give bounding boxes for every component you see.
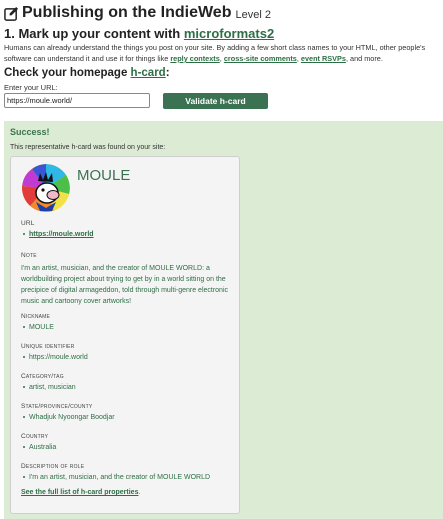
check-heading-colon: : [165, 67, 170, 79]
nickname-field-value-text: MOULE [29, 324, 54, 331]
avatar [22, 164, 70, 212]
h-card-link[interactable]: h-card [130, 67, 166, 79]
event-rsvps-link[interactable]: event RSVPs [300, 54, 346, 63]
note-field-value: I'm an artist, musician, and the creator of MOULE WORLD: a worldbuilding project about trying to get by in a world sitting on the precipice of digital armageddon, told through multi-genre electronic music and cartoony cover artworks! [21, 265, 229, 305]
hcard-name: MOULE [77, 167, 131, 184]
uid-field-value-text: https://moule.world [29, 354, 88, 361]
check-heading [4, 67, 170, 79]
region-field-value [21, 414, 233, 421]
url-field-value[interactable] [21, 231, 233, 238]
cross-site-comments-link[interactable]: cross-site comments [223, 54, 297, 63]
edit-square-icon [4, 6, 19, 21]
see-all-properties [21, 489, 140, 496]
role-field-value-text: I'm an artist, musician, and the creator of MOULE WORLD [29, 474, 211, 481]
nickname-field-value [21, 324, 233, 331]
country-field-label: Country [21, 433, 49, 440]
level-label: Level 2 [235, 8, 271, 21]
region-field-label: State/province/county [21, 403, 93, 410]
region-field-value-text: Whadjuk Nyoongar Boodjar [29, 414, 115, 421]
success-description: This representative h-card was found on your site: [10, 144, 166, 151]
validate-hcard-button[interactable]: Validate h-card [163, 93, 268, 109]
check-heading-text: Check your homepage [4, 67, 131, 79]
success-heading: Success! [10, 127, 50, 137]
nickname-field-label: Nickname [21, 313, 51, 320]
url-input[interactable]: https://moule.world/ [4, 93, 150, 108]
step-heading [4, 26, 274, 41]
country-field-value [21, 444, 233, 451]
reply-contexts-link[interactable]: reply contexts [170, 54, 220, 63]
category-field-label: Category/tag [21, 373, 64, 380]
uid-field-value [21, 354, 233, 361]
see-all-period: . [138, 489, 141, 496]
role-field-value [21, 474, 233, 481]
intro-separator: , [296, 54, 301, 63]
page-title-text: Publishing on the IndieWeb [22, 4, 232, 21]
h-card [10, 156, 240, 514]
intro-separator: , [219, 54, 224, 63]
see-all-properties-link[interactable]: See the full list of h-card properties [21, 489, 139, 496]
category-field-value [21, 384, 233, 391]
url-field-label: URL [21, 220, 35, 227]
intro-text-end: , and more. [345, 54, 383, 63]
role-field-label: Description of role [21, 463, 85, 470]
page-title [4, 2, 271, 24]
url-label: Enter your URL: [4, 83, 58, 92]
category-field-value-text: artist, musician [29, 384, 76, 391]
note-field-label: Note [21, 252, 37, 259]
success-panel [4, 121, 443, 519]
intro-text: Humans can already understand the things you post on your site. By adding a few short class names to your HTML, other people's software can understand it and use it for things like [4, 43, 426, 63]
microformats2-link[interactable]: microformats2 [183, 26, 275, 41]
intro-paragraph [4, 42, 440, 64]
step-heading-text: 1. Mark up your content with [4, 26, 184, 41]
url-field-value-text[interactable]: https://moule.world [29, 231, 94, 238]
uid-field-label: Unique identifier [21, 343, 75, 350]
avatar-image [22, 164, 70, 212]
country-field-value-text: Australia [29, 444, 57, 451]
